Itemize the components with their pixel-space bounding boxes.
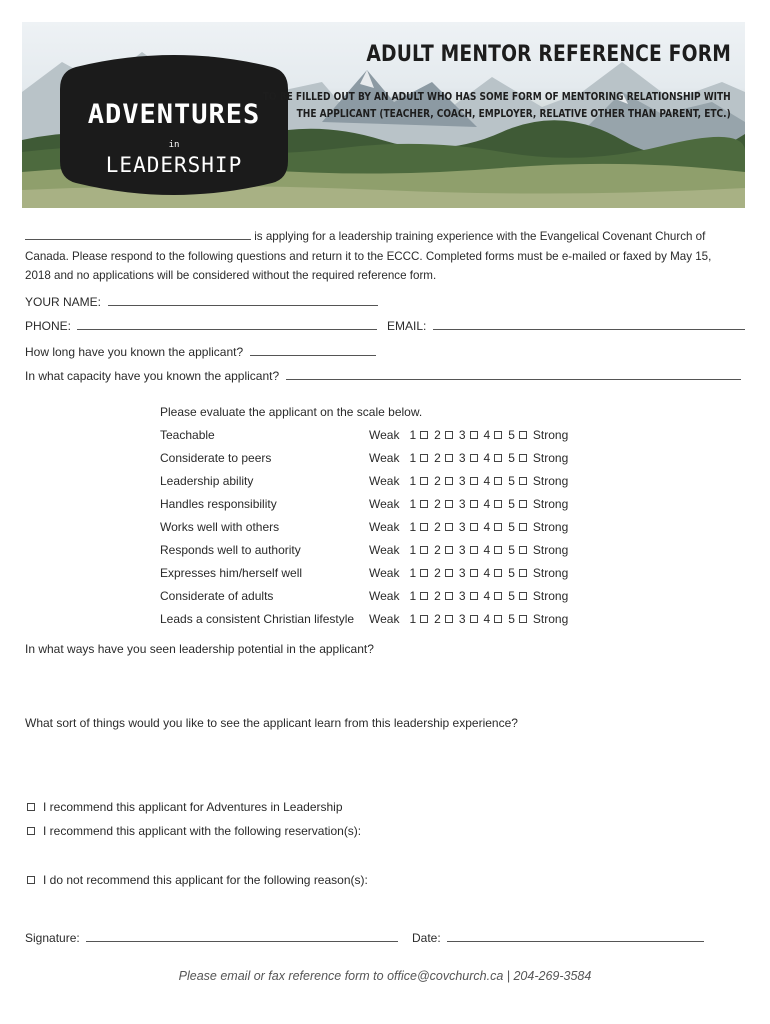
rating-number: 3 (458, 543, 466, 557)
strong-label: Strong (532, 520, 569, 534)
weak-label: Weak (369, 451, 400, 465)
rating-checkbox[interactable] (470, 523, 478, 531)
evaluation-heading: Please evaluate the applicant on the scale below. (160, 405, 423, 419)
known-how-long-row (25, 343, 376, 359)
rating-number: 1 (409, 566, 417, 580)
rating-number: 2 (434, 543, 441, 557)
rating-scale (369, 612, 568, 626)
rating-number: 2 (434, 520, 441, 534)
known-how-long-label: How long have you known the applicant? (25, 345, 244, 359)
weak-label: Weak (369, 543, 400, 557)
footer-contact: Please email or fax reference form to office@covchurch.ca | 204-269-3584 (178, 969, 592, 983)
rating-checkbox[interactable] (519, 615, 527, 623)
rating-checkbox[interactable] (445, 477, 453, 485)
signature-row (25, 929, 398, 945)
rating-checkbox[interactable] (420, 592, 428, 600)
rating-number: 2 (434, 474, 441, 488)
rating-checkbox[interactable] (445, 546, 453, 554)
rating-checkbox[interactable] (470, 569, 478, 577)
rating-checkbox[interactable] (420, 500, 428, 508)
weak-label: Weak (369, 566, 400, 580)
weak-label: Weak (369, 497, 400, 511)
rating-checkbox[interactable] (420, 523, 428, 531)
rating-row (160, 566, 600, 586)
rating-checkbox[interactable] (420, 431, 428, 439)
rating-number: 2 (434, 497, 441, 511)
rating-number: 4 (483, 566, 491, 580)
intro-paragraph (25, 227, 725, 286)
rating-row (160, 474, 600, 494)
weak-label: Weak (369, 520, 400, 534)
signature-field[interactable] (86, 929, 398, 942)
rating-scale (369, 474, 568, 488)
rating-trait-label: Responds well to authority (160, 543, 301, 557)
rating-number: 2 (434, 589, 441, 603)
rating-row (160, 428, 600, 448)
your-name-field[interactable] (108, 293, 378, 306)
recommend-option-reservations-label: I recommend this applicant with the following reservation(s): (43, 824, 362, 838)
rating-number: 3 (458, 451, 466, 465)
rating-scale (369, 589, 568, 603)
rating-number: 4 (483, 428, 491, 442)
rating-number: 5 (508, 428, 515, 442)
logo-text-leadership: LEADERSHIP (105, 153, 243, 177)
rating-row (160, 589, 600, 609)
strong-label: Strong (532, 589, 569, 603)
known-capacity-row (25, 367, 741, 383)
email-row (387, 317, 745, 333)
weak-label: Weak (369, 589, 400, 603)
date-row (412, 929, 704, 945)
rating-number: 5 (508, 451, 515, 465)
strong-label: Strong (532, 612, 569, 626)
rating-checkbox[interactable] (494, 546, 502, 554)
logo-text-in: in (168, 140, 180, 150)
recommend-option-no-label: I do not recommend this applicant for the following reason(s): (43, 873, 368, 887)
rating-checkbox[interactable] (420, 454, 428, 462)
strong-label: Strong (532, 451, 569, 465)
rating-number: 4 (483, 520, 491, 534)
rating-checkbox[interactable] (494, 454, 502, 462)
weak-label: Weak (369, 428, 400, 442)
strong-label: Strong (532, 428, 569, 442)
rating-checkbox[interactable] (494, 569, 502, 577)
rating-scale (369, 451, 568, 465)
phone-row (25, 317, 377, 333)
rating-scale (369, 566, 568, 580)
form-title: ADULT MENTOR REFERENCE FORM (366, 42, 731, 67)
rating-number: 3 (458, 566, 466, 580)
rating-number: 4 (483, 589, 491, 603)
rating-scale (369, 543, 568, 557)
known-capacity-field[interactable] (286, 367, 741, 380)
recommend-option-reservations[interactable] (25, 824, 361, 838)
phone-field[interactable] (77, 317, 377, 330)
rating-checkbox[interactable] (420, 546, 428, 554)
rating-checkbox[interactable] (445, 615, 453, 623)
rating-checkbox[interactable] (519, 523, 527, 531)
rating-number: 2 (434, 428, 441, 442)
rating-number: 5 (508, 589, 515, 603)
rating-row (160, 520, 600, 540)
rating-number: 2 (434, 612, 441, 626)
rating-number: 1 (409, 474, 417, 488)
rating-number: 4 (483, 612, 491, 626)
rating-number: 2 (434, 451, 441, 465)
date-label: Date: (412, 931, 441, 945)
rating-trait-label: Teachable (160, 428, 215, 442)
rating-trait-label: Considerate to peers (160, 451, 272, 465)
strong-label: Strong (532, 566, 569, 580)
rating-row (160, 451, 600, 471)
rating-checkbox[interactable] (519, 454, 527, 462)
checkbox[interactable] (27, 876, 35, 884)
signature-label: Signature: (25, 931, 80, 945)
rating-row (160, 612, 600, 632)
rating-checkbox[interactable] (445, 592, 453, 600)
rating-trait-label: Considerate of adults (160, 589, 274, 603)
rating-checkbox[interactable] (519, 569, 527, 577)
rating-number: 3 (458, 497, 466, 511)
rating-checkbox[interactable] (494, 592, 502, 600)
rating-checkbox[interactable] (420, 477, 428, 485)
rating-number: 2 (434, 566, 441, 580)
rating-checkbox[interactable] (445, 431, 453, 439)
rating-checkbox[interactable] (519, 592, 527, 600)
rating-row (160, 497, 600, 517)
form-subtitle (263, 88, 731, 122)
rating-checkbox[interactable] (445, 454, 453, 462)
rating-number: 4 (483, 474, 491, 488)
email-label: EMAIL: (387, 319, 427, 333)
known-how-long-field[interactable] (250, 343, 376, 356)
checkbox[interactable] (27, 827, 35, 835)
weak-label: Weak (369, 474, 400, 488)
rating-number: 1 (409, 589, 417, 603)
phone-label: PHONE: (25, 319, 72, 333)
rating-number: 4 (483, 497, 491, 511)
header-banner (22, 22, 745, 208)
rating-checkbox[interactable] (494, 500, 502, 508)
rating-number: 5 (508, 543, 515, 557)
recommend-option-no[interactable] (25, 873, 368, 887)
checkbox[interactable] (27, 803, 35, 811)
recommend-option-yes-label: I recommend this applicant for Adventures in Leadership (43, 800, 343, 814)
rating-checkbox[interactable] (519, 431, 527, 439)
question-learning-goals: What sort of things would you like to see the applicant learn from this leadership experience? (25, 716, 518, 730)
rating-number: 3 (458, 474, 466, 488)
rating-number: 1 (409, 543, 417, 557)
your-name-row (25, 293, 378, 309)
rating-checkbox[interactable] (494, 615, 502, 623)
rating-number: 5 (508, 520, 515, 534)
rating-checkbox[interactable] (470, 431, 478, 439)
recommend-option-yes[interactable] (25, 800, 343, 814)
known-capacity-label: In what capacity have you known the applicant? (25, 369, 280, 383)
rating-trait-label: Handles responsibility (160, 497, 277, 511)
question-leadership-potential: In what ways have you seen leadership potential in the applicant? (25, 642, 374, 656)
rating-row (160, 543, 600, 563)
form-subtitle-line-1: TO BE FILLED OUT BY AN ADULT WHO HAS SOME FORM OF MENTORING RELATIONSHIP WITH (263, 90, 731, 103)
rating-checkbox[interactable] (445, 500, 453, 508)
rating-checkbox[interactable] (470, 546, 478, 554)
rating-number: 5 (508, 612, 515, 626)
rating-checkbox[interactable] (470, 454, 478, 462)
rating-number: 5 (508, 566, 515, 580)
email-field[interactable] (433, 317, 745, 330)
rating-checkbox[interactable] (519, 500, 527, 508)
intro-text: is applying for a leadership training experience with the Evangelical Covenant Church of Canada. Please respond to the following questions and return it to the ECCC. Completed forms must be e-mailed or faxed by May 15, 2018 and no applications will be considered without the required reference form. (25, 230, 712, 282)
rating-trait-label: Works well with others (160, 520, 280, 534)
rating-checkbox[interactable] (445, 569, 453, 577)
weak-label: Weak (369, 612, 400, 626)
rating-checkbox[interactable] (494, 477, 502, 485)
rating-number: 1 (409, 612, 417, 626)
applicant-name-blank[interactable] (25, 227, 251, 240)
rating-trait-label: Leadership ability (160, 474, 254, 488)
rating-number: 3 (458, 428, 466, 442)
rating-number: 1 (409, 520, 417, 534)
rating-number: 1 (409, 451, 417, 465)
your-name-label: YOUR NAME: (25, 295, 102, 309)
strong-label: Strong (532, 497, 569, 511)
rating-number: 1 (409, 428, 417, 442)
logo-text-adventures: ADVENTURES (87, 99, 261, 130)
rating-checkbox[interactable] (470, 592, 478, 600)
rating-checkbox[interactable] (470, 500, 478, 508)
strong-label: Strong (532, 474, 569, 488)
rating-checkbox[interactable] (420, 615, 428, 623)
rating-checkbox[interactable] (420, 569, 428, 577)
rating-checkbox[interactable] (470, 477, 478, 485)
rating-checkbox[interactable] (519, 477, 527, 485)
rating-number: 4 (483, 451, 491, 465)
rating-number: 4 (483, 543, 491, 557)
rating-trait-label: Leads a consistent Christian lifestyle (160, 612, 355, 626)
rating-checkbox[interactable] (519, 546, 527, 554)
date-field[interactable] (447, 929, 704, 942)
rating-trait-label: Expresses him/herself well (160, 566, 303, 580)
rating-scale (369, 428, 568, 442)
adventures-in-leadership-logo (56, 49, 292, 201)
rating-checkbox[interactable] (494, 523, 502, 531)
rating-number: 3 (458, 612, 466, 626)
rating-scale (369, 520, 568, 534)
rating-checkbox[interactable] (445, 523, 453, 531)
rating-number: 5 (508, 497, 515, 511)
rating-number: 1 (409, 497, 417, 511)
rating-scale (369, 497, 568, 511)
rating-number: 5 (508, 474, 515, 488)
form-subtitle-line-2: THE APPLICANT (TEACHER, COACH, EMPLOYER, RELATIVE OTHER THAN PARENT, ETC.) (296, 107, 731, 120)
rating-checkbox[interactable] (470, 615, 478, 623)
strong-label: Strong (532, 543, 569, 557)
rating-checkbox[interactable] (494, 431, 502, 439)
rating-number: 3 (458, 520, 466, 534)
rating-number: 3 (458, 589, 466, 603)
